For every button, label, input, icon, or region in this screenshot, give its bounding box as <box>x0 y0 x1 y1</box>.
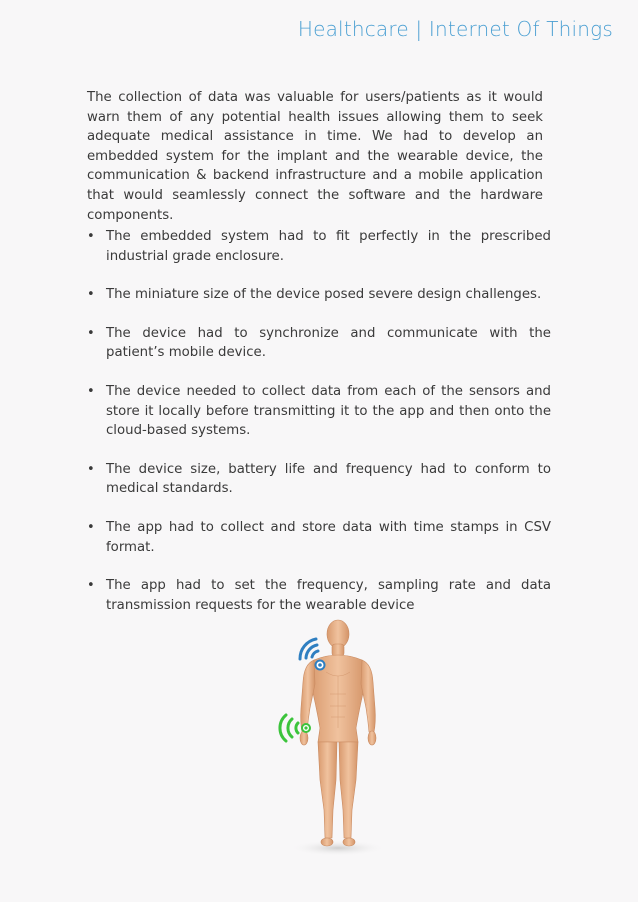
list-item-text: The miniature size of the device posed severe design challenges. <box>106 287 542 303</box>
list-item: • The app had to set the frequency, sampling rate and data transmission requests for the wearable device <box>87 578 551 613</box>
shoulder-sensor <box>316 661 325 670</box>
human-body-illustration <box>270 610 400 875</box>
requirements-list <box>87 227 551 634</box>
list-item-text: The device needed to collect data from each of the sensors and store it locally before transmitting it to the app and then onto the cloud-based systems. <box>106 383 551 439</box>
list-item: • The miniature size of the device posed severe design challenges. <box>87 287 542 303</box>
list-item-text: The app had to set the frequency, sampling rate and data transmission requests for the wearable device <box>106 578 551 613</box>
intro-paragraph: The collection of data was valuable for users/patients as it would warn them of any potential health issues allowing them to seek adequate medical assistance in time. We had to develop an embedded system for the implant and the wearable device, the communication & backend infrastructure and a mobile application that would seamlessly connect the software and the hardware components. <box>87 90 543 223</box>
list-item-text: The app had to collect and store data with time stamps in CSV format. <box>106 519 551 555</box>
page-header-title: Healthcare | Internet Of Things <box>297 17 613 41</box>
list-item-text: The device size, battery life and frequency had to conform to medical standards. <box>106 461 551 497</box>
list-item-text: The device had to synchronize and communicate with the patient’s mobile device. <box>106 325 551 361</box>
list-item: • The device needed to collect data from each of the sensors and store it locally before transmitting it to the app and then onto the cloud-based systems. <box>87 383 551 439</box>
list-item: • The embedded system had to fit perfectly in the prescribed industrial grade enclosure. <box>87 229 551 264</box>
wrist-sensor <box>302 724 310 732</box>
wifi-signal-icon <box>280 715 298 741</box>
list-item: • The device size, battery life and frequency had to conform to medical standards. <box>87 461 551 497</box>
list-item-text: The embedded system had to fit perfectly in the prescribed industrial grade enclosure. <box>106 229 551 264</box>
wifi-signal-icon <box>300 639 318 659</box>
list-item: • The device had to synchronize and communicate with the patient’s mobile device. <box>87 325 551 361</box>
list-item: • The app had to collect and store data with time stamps in CSV format. <box>87 519 551 555</box>
